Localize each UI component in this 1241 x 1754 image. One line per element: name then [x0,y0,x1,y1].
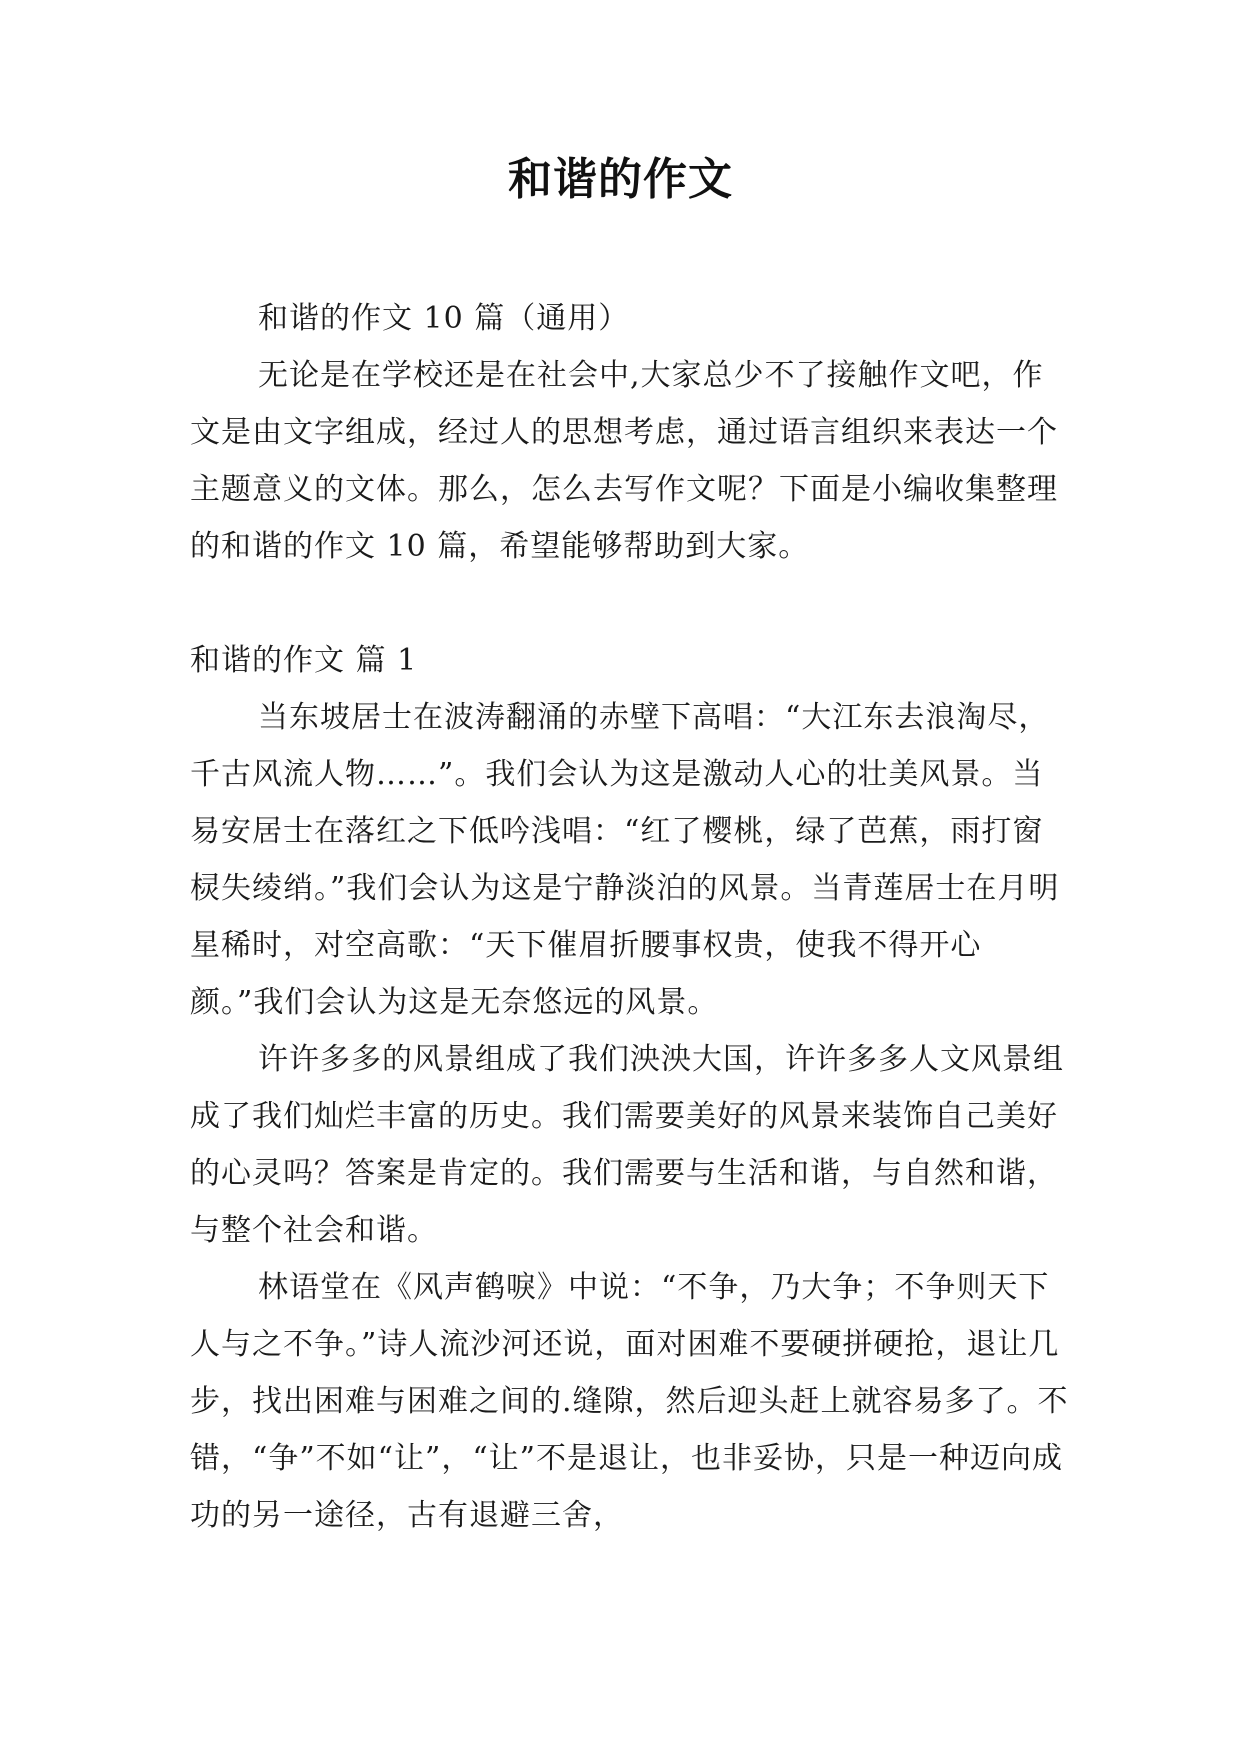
body-paragraph: 林语堂在《风声鹤唳》中说：“不争，乃大争；不争则天下人与之不争。”诗人流沙河还说，面对困难不要硬拼硬抢，退让几步，找出困难与困难之间的.缝隙，然后迎头赶上就容易多了。不错，“争”不如“让”，“让”不是退让，也非妥协，只是一种迈向成功的另一途径，古有退避三舍， [190,1270,1069,1533]
document-title: 和谐的作文 [508,154,733,205]
section-heading: 和谐的作文 篇 1 [190,643,418,678]
intro-paragraph: 无论是在学校还是在社会中,大家总少不了接触作文吧，作文是由文字组成，经过人的思想考虑，通过语言组织来表达一个主题意义的文体。那么，怎么去写作文呢？下面是小编收集整理的和谐的作文 10 篇，希望能够帮助到大家。 [190,358,1058,564]
body-paragraph: 许许多多的风景组成了我们泱泱大国，许许多多人文风景组成了我们灿烂丰富的历史。我们需要美好的风景来装饰自己美好的心灵吗？答案是肯定的。我们需要与生活和谐，与自然和谐，与整个社会和谐。 [190,1042,1064,1248]
document-body [190,290,1070,1544]
document-subtitle: 和谐的作文 10 篇（通用） [258,301,630,336]
body-paragraph: 当东坡居士在波涛翻涌的赤壁下高唱：“大江东去浪淘尽，千古风流人物……”。我们会认为这是激动人心的壮美风景。当易安居士在落红之下低吟浅唱：“红了樱桃，绿了芭蕉，雨打窗棂失绫绡。”我们会认为这是宁静淡泊的风景。当青莲居士在月明星稀时，对空高歌：“天下催眉折腰事权贵，使我不得开心颜。”我们会认为这是无奈悠远的风景。 [190,700,1060,1020]
